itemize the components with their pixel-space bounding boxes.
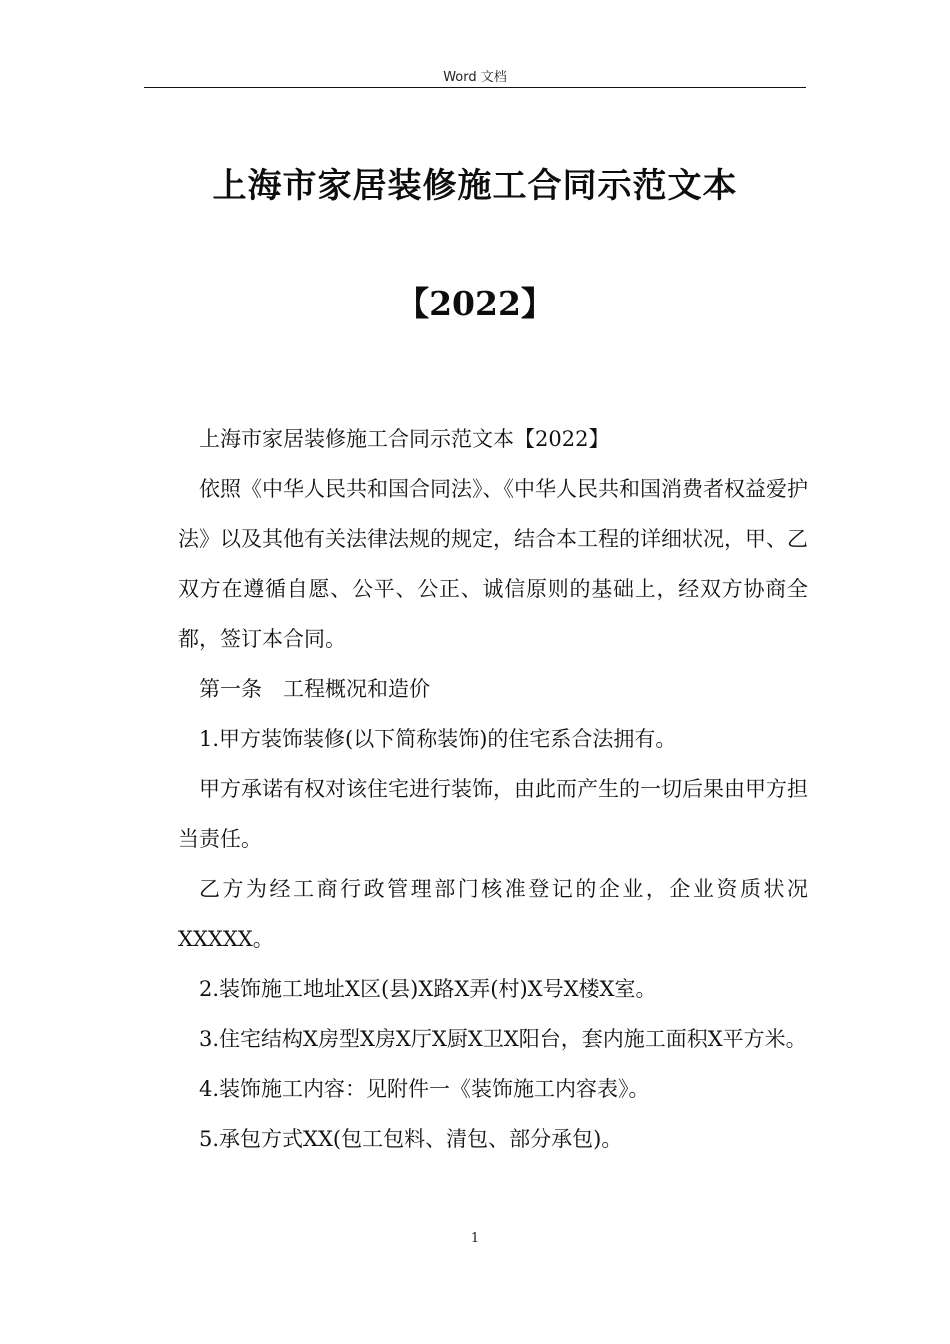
body-paragraph: 1.甲方装饰装修(以下简称装饰)的住宅系合法拥有。: [199, 727, 677, 751]
body-paragraph: 乙方为经工商行政管理部门核准登记的企业，企业资质状况XXXXX。: [178, 877, 808, 951]
body-paragraph: 依照《中华人民共和国合同法》、《中华人民共和国消费者权益爱护法》以及其他有关法律法规的规定，结合本工程的详细状况，甲、乙双方在遵循自愿、公平、公正、诚信原则的基础上，经双方协商全都，签订本合同。: [178, 477, 808, 651]
body-paragraph: 上海市家居装修施工合同示范文本【2022】: [199, 427, 610, 451]
section-heading: 第一条 工程概况和造价: [199, 677, 430, 701]
body-paragraph: 甲方承诺有权对该住宅进行装饰，由此而产生的一切后果由甲方担当责任。: [178, 777, 808, 851]
body-paragraph: 4.装饰施工内容：见附件一《装饰施工内容表》。: [199, 1077, 650, 1101]
page-number: 1: [470, 1231, 480, 1246]
page-header-label: Word 文档: [443, 70, 507, 85]
document-year-tag: 【2022】: [396, 284, 554, 323]
body-paragraph: 2.装饰施工地址X区(县)X路X弄(村)X号X楼X室。: [199, 977, 657, 1001]
body-paragraph: 3.住宅结构X房型X房X厅X厨X卫X阳台，套内施工面积X平方米。: [199, 1027, 807, 1051]
document-body: [178, 414, 808, 1164]
document-title: 上海市家居装修施工合同示范文本: [212, 166, 738, 206]
header-divider: [144, 87, 806, 88]
body-paragraph: 5.承包方式XX(包工包料、清包、部分承包)。: [199, 1127, 623, 1151]
